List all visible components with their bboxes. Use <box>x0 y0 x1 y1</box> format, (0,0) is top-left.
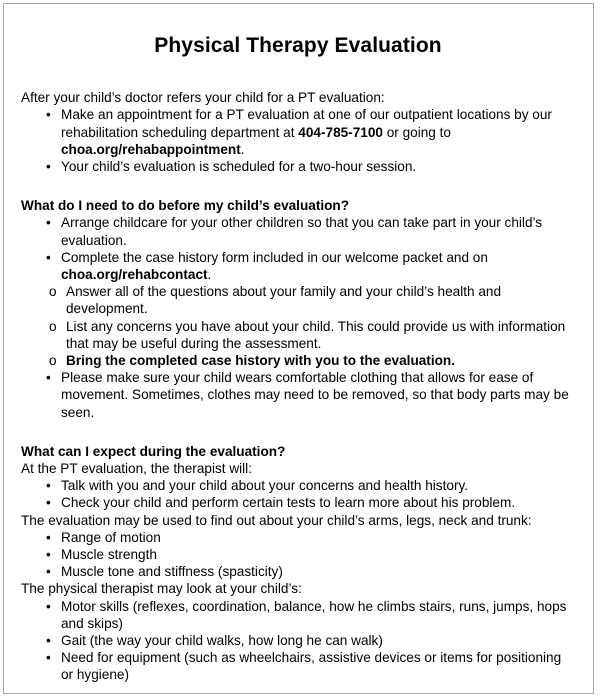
bullet-icon: • <box>46 478 51 494</box>
case-history-text-part1: Complete the case history form included in our welcome packet and on <box>61 249 488 265</box>
list-item <box>21 546 575 563</box>
bullet-icon: • <box>46 215 51 231</box>
list-item <box>21 214 575 248</box>
document-page <box>3 3 594 694</box>
list-item <box>21 563 575 580</box>
circle-bullet-icon: o <box>49 352 57 368</box>
list-item-text: Gait (the way your child walks, how long he can walk) <box>61 633 383 649</box>
document-content <box>4 34 593 684</box>
list-item-text: Range of motion <box>61 529 161 545</box>
rehab-appointment-url: choa.org/rehabappointment <box>61 141 241 157</box>
intro-lead-paragraph: After your child’s doctor refers your child for a PT evaluation: <box>21 90 385 106</box>
list-item <box>21 249 575 283</box>
before-evaluation-bullet-list <box>21 214 575 283</box>
list-item-text: List any concerns you have about your child. This could provide us with information that may be useful during the assessment. <box>66 318 566 351</box>
list-item-text: Your child’s evaluation is scheduled for a two-hour session. <box>61 158 417 174</box>
list-item-text: Answer all of the questions about your family and your child’s health and development. <box>66 284 502 317</box>
list-item <box>21 318 575 352</box>
list-item <box>21 649 575 683</box>
therapist-will-lead: At the PT evaluation, the therapist will: <box>21 461 252 476</box>
clothing-bullet-list <box>21 369 575 421</box>
evaluation-findings-lead: The evaluation may be used to find out about your child’s arms, legs, neck and trunk: <box>21 512 532 528</box>
list-item <box>21 158 575 175</box>
list-item-text <box>61 106 575 158</box>
list-item-text: Bring the completed case history with you to the evaluation. <box>66 352 455 368</box>
circle-bullet-icon: o <box>49 284 57 300</box>
list-item-text: Check your child and perform certain tests to learn more about his problem. <box>61 495 516 511</box>
bullet-icon: • <box>46 650 51 666</box>
page-title: Physical Therapy Evaluation <box>154 34 442 57</box>
bullet-icon: • <box>46 107 51 123</box>
appointment-text-part2: or going to <box>382 124 451 140</box>
bullet-icon: • <box>46 547 51 563</box>
list-item <box>21 106 575 158</box>
bullet-icon: • <box>46 495 51 511</box>
list-item <box>21 529 575 546</box>
bullet-icon: • <box>46 633 51 649</box>
list-item-text <box>61 249 575 283</box>
list-item-text: Please make sure your child wears comfortable clothing that allows for ease of movement. Sometimes, clothes may need to be removed, so that body parts may be seen. <box>61 370 569 420</box>
list-item <box>21 369 575 421</box>
bullet-icon: • <box>46 564 51 580</box>
list-item <box>21 352 575 369</box>
bullet-icon: • <box>46 598 51 614</box>
list-item <box>21 598 575 632</box>
list-item <box>21 283 575 317</box>
list-item <box>21 477 575 494</box>
section-heading-before-evaluation: What do I need to do before my child’s evaluation? <box>21 198 350 214</box>
section-heading-during-evaluation: What can I expect during the evaluation? <box>21 443 286 459</box>
list-item-text: Need for equipment (such as wheelchairs, assistive devices or items for positioning or hygiene) <box>61 650 562 683</box>
bullet-icon: • <box>46 370 51 386</box>
phone-number: 404-785-7100 <box>298 124 383 140</box>
evaluation-findings-bullet-list <box>21 529 575 581</box>
bullet-icon: • <box>46 529 51 545</box>
appointment-text-part3: . <box>240 141 245 157</box>
case-history-sub-list <box>21 283 575 369</box>
list-item-text: Muscle strength <box>61 547 157 563</box>
appointment-text-part1: Make an appointment for a PT evaluation at one of our outpatient locations by our rehabilitation scheduling department at <box>61 107 552 140</box>
list-item-text: Muscle tone and stiffness (spasticity) <box>61 564 283 580</box>
rehab-contact-url: choa.org/rehabcontact <box>61 266 208 282</box>
list-item <box>21 632 575 649</box>
list-item <box>21 494 575 511</box>
therapist-look-bullet-list <box>21 598 575 684</box>
circle-bullet-icon: o <box>49 318 57 334</box>
list-item-text: Talk with you and your child about your concerns and health history. <box>61 478 469 494</box>
intro-bullet-list <box>21 106 575 175</box>
therapist-look-lead: The physical therapist may look at your child’s: <box>21 581 302 597</box>
bullet-icon: • <box>46 158 51 174</box>
case-history-text-part2: . <box>207 266 212 282</box>
bullet-icon: • <box>46 249 51 265</box>
list-item-text: Arrange childcare for your other children so that you can take part in your child’s evaluation. <box>61 215 543 248</box>
list-item-text: Motor skills (reflexes, coordination, balance, how he climbs stairs, runs, jumps, hops and skips) <box>61 598 567 631</box>
therapist-will-bullet-list <box>21 477 575 511</box>
